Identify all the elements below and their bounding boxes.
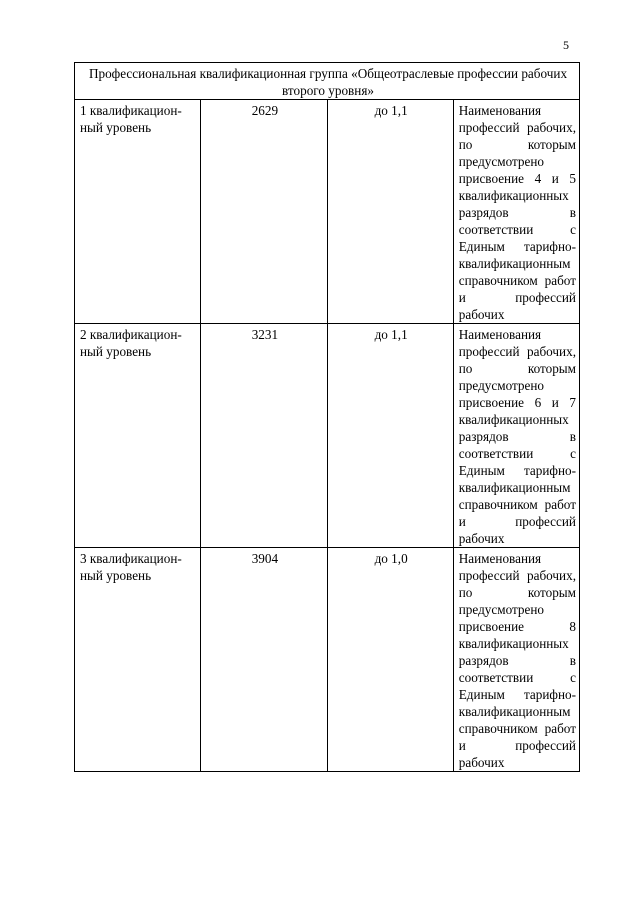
group-title: Профессиональная квалификационная группа «Общеотраслевые профессии рабочих второго уровня» (75, 63, 580, 100)
coefficient-cell: до 1,1 (327, 324, 453, 548)
description-cell: Наименования профессий рабочих, по которым предусмотрено присвоение 6 и 7 квалификационных разрядов в соответствии с Единым тарифно-квалификационным справочником работ и профессий рабочих (453, 324, 579, 548)
table-row (75, 324, 580, 548)
description-cell: Наименования профессий рабочих, по которым предусмотрено присвоение 4 и 5 квалификационных разрядов в соответствии с Единым тарифно-квалификационным справочником работ и профессий рабочих (453, 100, 579, 324)
salary-cell: 2629 (201, 100, 327, 324)
salary-cell: 3904 (201, 548, 327, 772)
qualification-table (74, 62, 580, 772)
table-body (75, 100, 580, 772)
group-header-row (75, 63, 580, 100)
coefficient-cell: до 1,1 (327, 100, 453, 324)
table-row (75, 100, 580, 324)
description-cell: Наименования профессий рабочих, по которым предусмотрено присвоение 8 квалификационных разрядов в соответствии с Единым тарифно-квалификационным справочником работ и профессий рабочих (453, 548, 579, 772)
page-number: 5 (563, 38, 569, 52)
level-cell: 1 квалификацион- ный уровень (75, 100, 201, 324)
level-cell: 3 квалификацион- ный уровень (75, 548, 201, 772)
level-cell: 2 квалификацион- ный уровень (75, 324, 201, 548)
coefficient-cell: до 1,0 (327, 548, 453, 772)
table-row (75, 548, 580, 772)
salary-cell: 3231 (201, 324, 327, 548)
